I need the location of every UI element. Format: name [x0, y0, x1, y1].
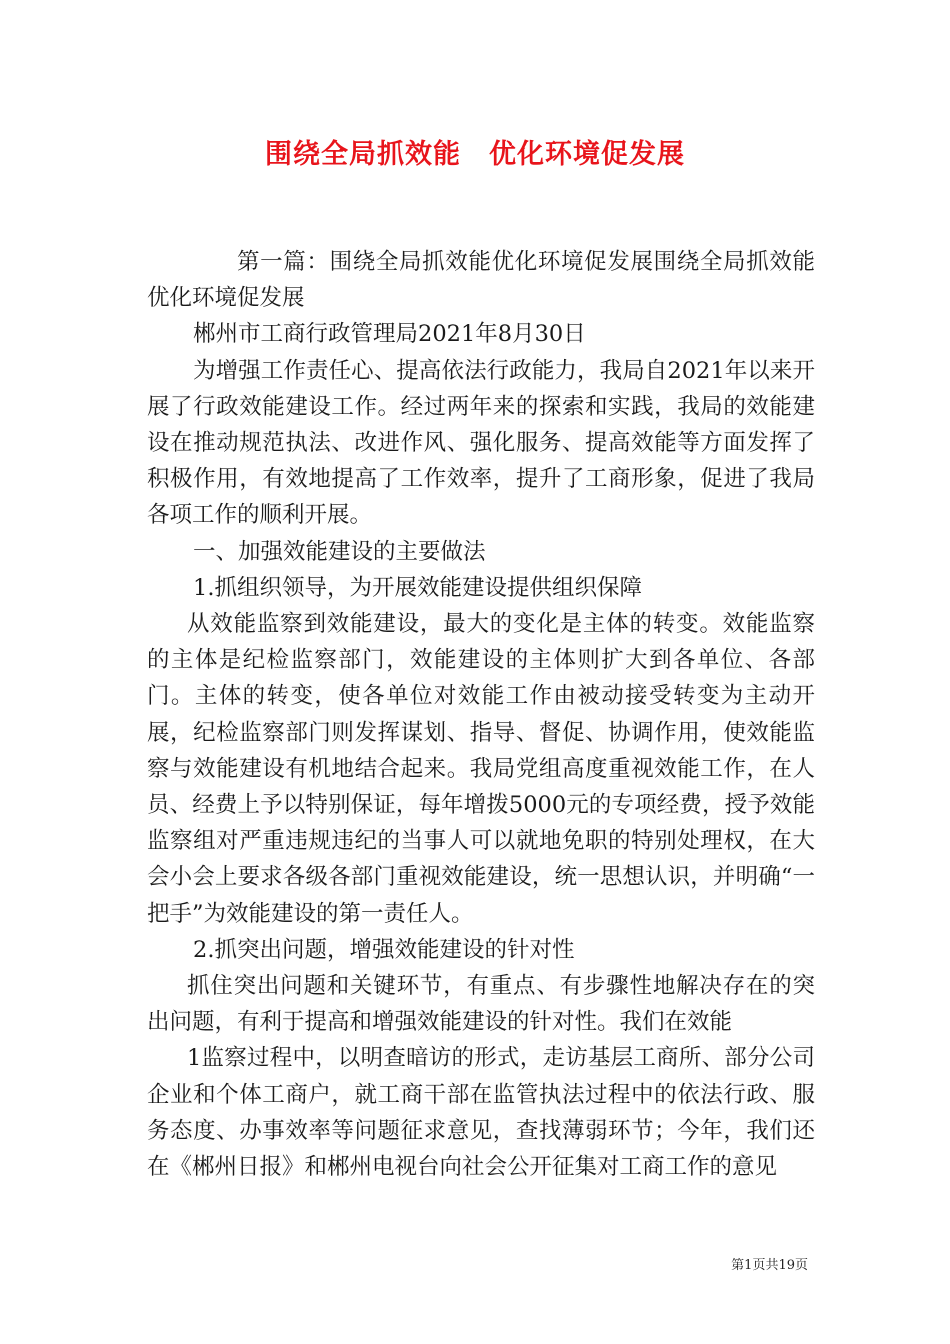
paragraph-intro: 为增强工作责任心、提高依法行政能力，我局自2021年以来开展了行政效能建设工作。经过两年来的探索和实践，我局的效能建设在推动规范执法、改进作风、强化服务、提高效能等方面发挥了积极作用，有效地提高了工作效率，提升了工商形象，促进了我局各项工作的顺利开展。 — [147, 357, 815, 529]
page-number-footer: 第1页共19页 — [731, 1258, 808, 1273]
subsection-heading-2: 2.抓突出问题，增强效能建设的针对性 — [193, 936, 575, 963]
subsection-heading-1: 1.抓组织领导，为开展效能建设提供组织保障 — [193, 574, 642, 601]
section-heading-1: 一、加强效能建设的主要做法 — [193, 538, 486, 565]
document-body — [147, 244, 815, 1185]
paragraph-inspection: 1监察过程中，以明查暗访的形式，走访基层工商所、部分公司企业和个体工商户，就工商干部在监管执法过程中的依法行政、服务态度、办事效率等问题征求意见，查找薄弱环节；今年，我们还在《郴州日报》和郴州电视台向社会公开征集对工商工作的意见 — [147, 1045, 815, 1181]
document-title: 围绕全局抓效能 优化环境促发展 — [265, 139, 685, 170]
paragraph-heading-line: 第一篇：围绕全局抓效能优化环境促发展围绕全局抓效能优化环境促发展 — [147, 249, 815, 312]
paragraph-key-issues: 抓住突出问题和关键环节，有重点、有步骤性地解决存在的突出问题，有利于提高和增强效能建设的针对性。我们在效能 — [147, 973, 815, 1036]
paragraph-date-line: 郴州市工商行政管理局2021年8月30日 — [193, 321, 586, 348]
paragraph-organization: 从效能监察到效能建设，最大的变化是主体的转变。效能监察的主体是纪检监察部门，效能建设的主体则扩大到各单位、各部门。主体的转变，使各单位对效能工作由被动接受转变为主动开展，纪检监察部门则发挥谋划、指导、督促、协调作用，使效能监察与效能建设有机地结合起来。我局党组高度重视效能工作，在人员、经费上予以特别保证，每年增拨5000元的专项经费，授予效能监察组对严重违规违纪的当事人可以就地免职的特别处理权，在大会小会上要求各级各部门重视效能建设，统一思想认识，并明确“一把手”为效能建设的第一责任人。 — [147, 611, 815, 927]
